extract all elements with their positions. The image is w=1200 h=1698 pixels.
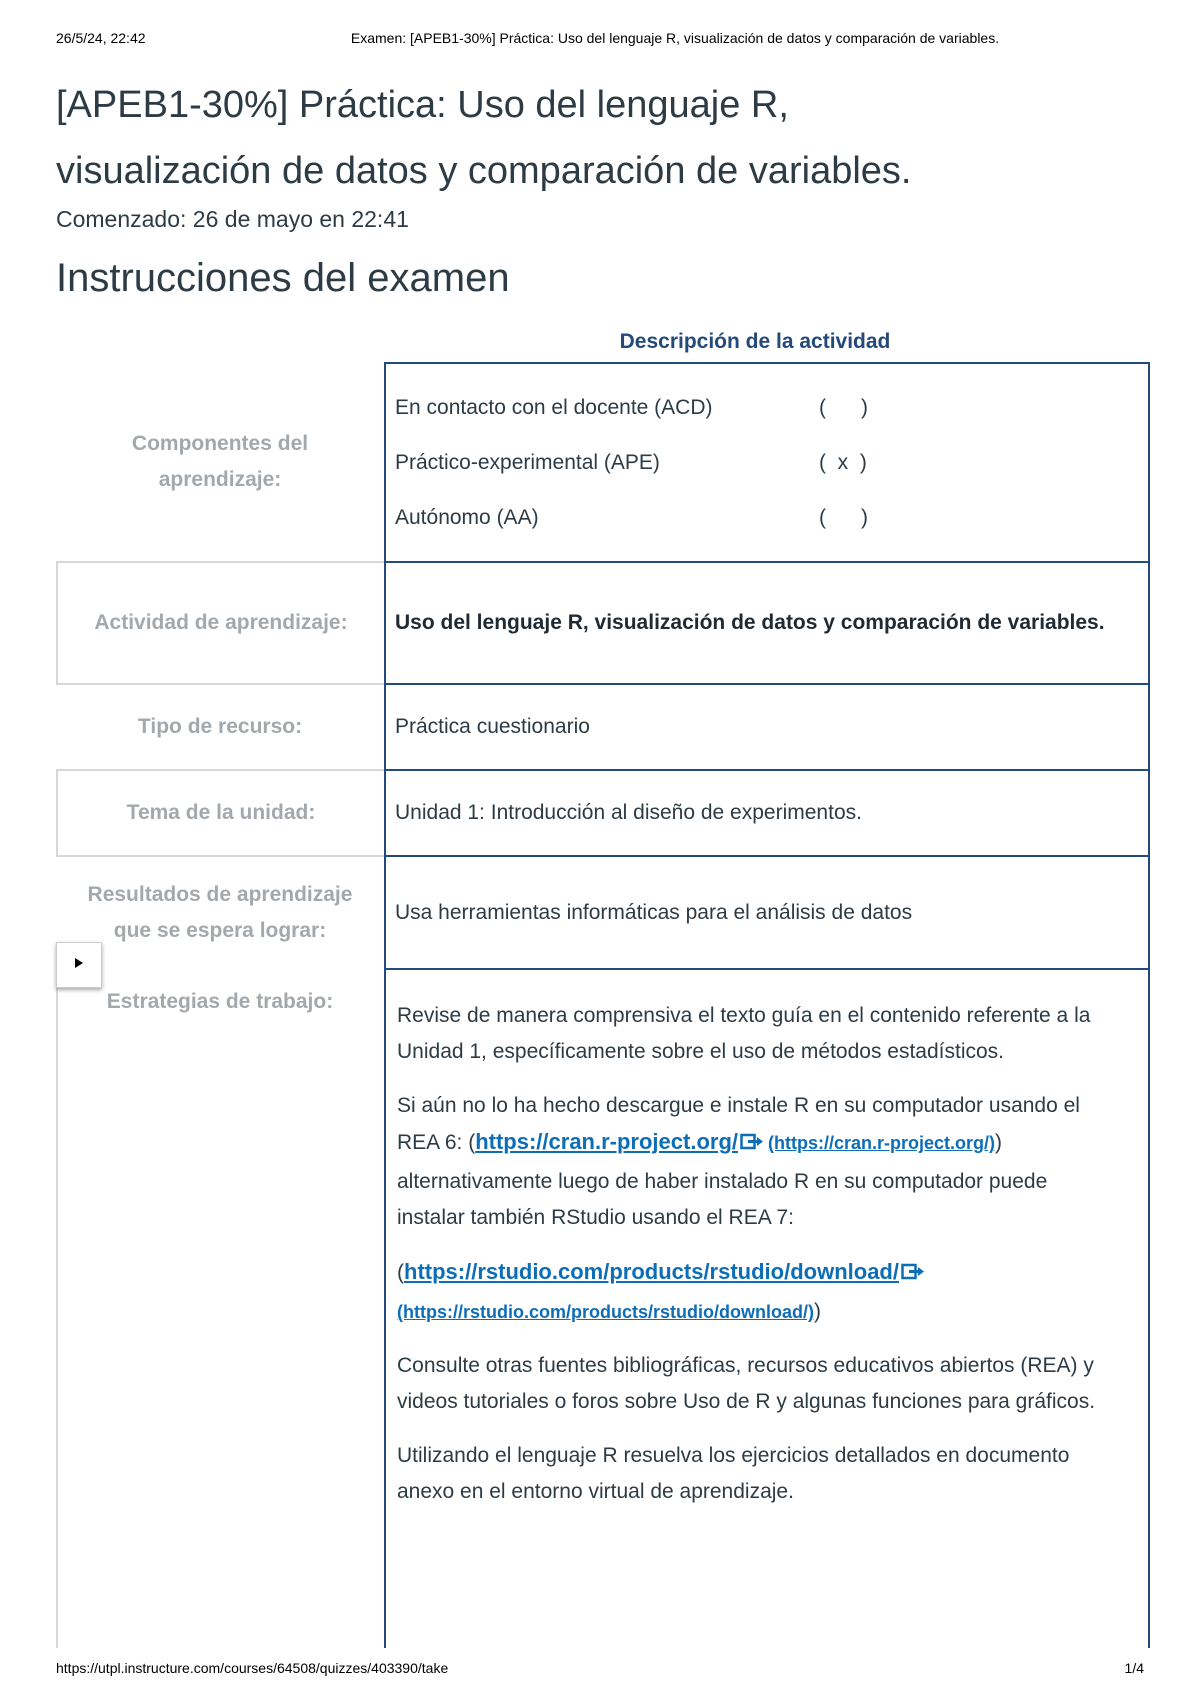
resource-type-label: Tipo de recurso: <box>137 715 303 738</box>
unit-topic-value: Unidad 1: Introducción al diseño de experimentos. <box>384 769 1150 857</box>
print-page-number: 1/4 <box>1124 1660 1144 1676</box>
activity-label: Actividad de aprendizaje: <box>56 561 384 685</box>
component-name: Autónomo (AA) <box>395 506 539 529</box>
print-url: https://utpl.instructure.com/courses/64508/quizzes/403390/take <box>56 1660 449 1676</box>
component-mark: ( x ) <box>819 451 867 474</box>
rstudio-link-alt[interactable]: (https://rstudio.com/products/rstudio/download/) <box>397 1302 814 1322</box>
strategies-paragraph-4: Consulte otras fuentes bibliográficas, recursos educativos abiertos (REA) y videos tutoriales o foros sobre Uso de R y algunas funciones para gráficos. <box>397 1354 1096 1413</box>
strategies-paragraph-1: Revise de manera comprensiva el texto guía en el contenido referente a la Unidad 1, específicamente sobre el uso de métodos estadísticos. <box>397 1004 1091 1063</box>
external-link-icon <box>901 1258 927 1294</box>
strategies-left-border <box>56 968 58 1648</box>
component-row-ape <box>395 445 1148 500</box>
results-label-line2: que se espera lograr: <box>113 918 327 942</box>
unit-topic-label: Tema de la unidad: <box>56 769 384 857</box>
strategies-paragraph-3 <box>397 1254 1112 1330</box>
rstudio-link[interactable]: https://rstudio.com/products/rstudio/download/ <box>404 1259 899 1284</box>
print-header <box>56 30 1144 48</box>
component-row-aa <box>395 500 1148 555</box>
print-datetime: 26/5/24, 22:42 <box>56 30 146 46</box>
instructions-heading: Instrucciones del examen <box>56 256 510 300</box>
strategies-text: ) <box>813 1300 821 1323</box>
component-mark: ( ) <box>819 396 868 419</box>
print-page-title: Examen: [APEB1-30%] Práctica: Uso del lenguaje R, visualización de datos y comparación de variables. <box>350 30 1000 46</box>
strategies-value <box>384 968 1150 1648</box>
print-footer <box>56 1660 1144 1678</box>
strategies-text: ) alternativamente luego de haber instalado R en su computador puede instalar también RStudio usando el REA 7: <box>397 1131 1048 1229</box>
cran-link-alt[interactable]: (https://cran.r-project.org/) <box>768 1133 996 1153</box>
external-link-icon <box>740 1128 766 1164</box>
components-label <box>56 362 384 561</box>
activity-value: Uso del lenguaje R, visualización de datos y comparación de variables. <box>384 561 1150 685</box>
quiz-title-line2: visualización de datos y comparación de variables. <box>56 150 912 192</box>
strategies-paragraph-5: Utilizando el lenguaje R resuelva los ejercicios detallados en documento anexo en el entorno virtual de aprendizaje. <box>397 1444 1070 1503</box>
table-caption: Descripción de la actividad <box>619 330 891 353</box>
strategies-label: Estrategias de trabajo: <box>106 990 334 1013</box>
component-name: Práctico-experimental (APE) <box>395 451 660 474</box>
results-label-line1: Resultados de aprendizaje <box>87 882 353 906</box>
started-timestamp: Comenzado: 26 de mayo en 22:41 <box>56 206 409 232</box>
expand-toggle-button[interactable] <box>56 942 102 988</box>
strategies-text: Si aún no lo ha hecho descargue e instale R en su computador usando el REA 6: ( <box>397 1094 1080 1154</box>
component-row-acd <box>395 390 1148 445</box>
components-label-line2: aprendizaje: <box>158 467 282 491</box>
components-value <box>384 362 1150 563</box>
results-value: Usa herramientas informáticas para el análisis de datos <box>384 855 1150 970</box>
results-label <box>56 855 384 970</box>
quiz-title-line1: [APEB1-30%] Práctica: Uso del lenguaje R, <box>56 84 789 126</box>
quiz-title <box>56 72 1116 204</box>
resource-type-value: Práctica cuestionario <box>384 683 1150 771</box>
strategies-text: ( <box>397 1261 404 1284</box>
component-name: En contacto con el docente (ACD) <box>395 396 713 419</box>
component-mark: ( ) <box>819 506 868 529</box>
strategies-paragraph-2 <box>397 1088 1112 1236</box>
components-label-line1: Componentes del <box>131 431 309 455</box>
cran-link[interactable]: https://cran.r-project.org/ <box>475 1129 738 1154</box>
play-triangle-icon <box>73 956 85 974</box>
